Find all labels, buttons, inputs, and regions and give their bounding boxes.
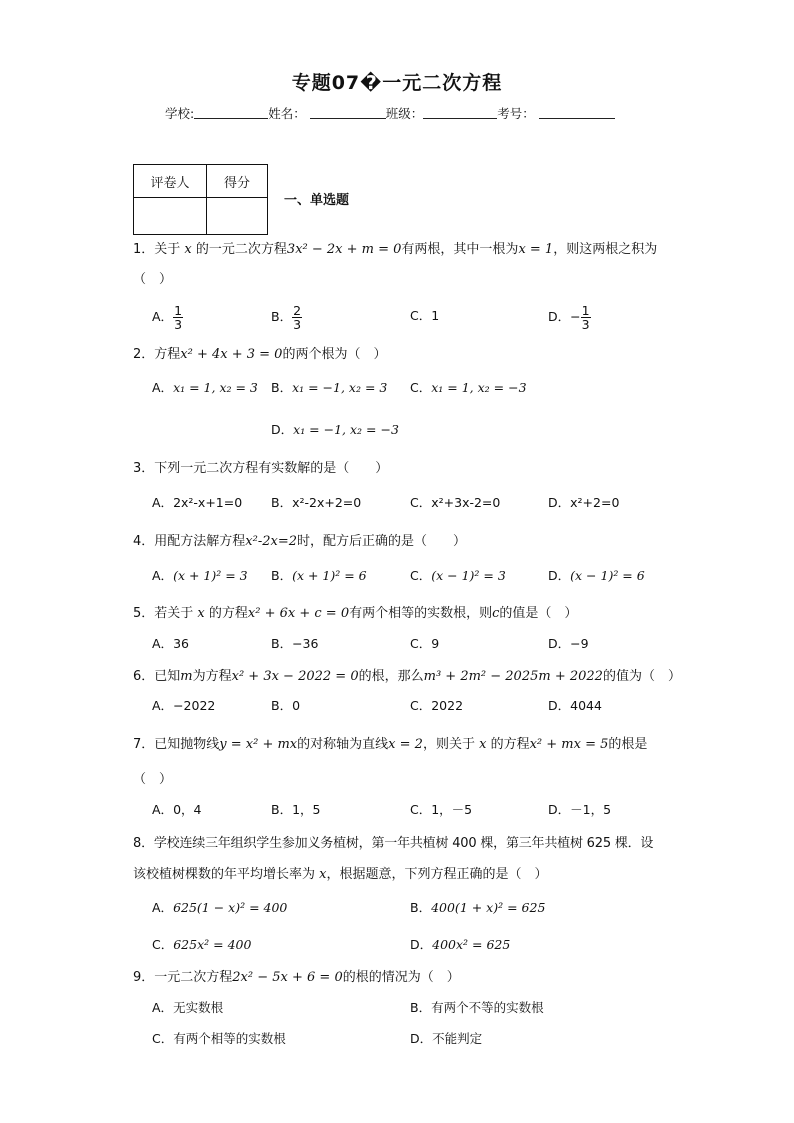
q1-opt-d-frac <box>581 304 591 331</box>
q8-opt-b-text: 400(1 + x)² = 625 <box>431 900 546 915</box>
q8-opt-a-label: A． <box>152 900 174 915</box>
q7-var: x <box>479 737 487 752</box>
q8-opt-c-label: C． <box>152 937 174 952</box>
q5-opt-c-text: 9 <box>431 636 440 651</box>
q1-var: x <box>184 242 192 257</box>
q1-option-b[interactable] <box>271 304 302 331</box>
q6-var: m <box>180 669 193 684</box>
frac-den: 3 <box>581 317 590 332</box>
q8-option-c[interactable] <box>152 935 251 953</box>
q1-opt-b-label: B． <box>271 309 293 324</box>
q7-opt-c-text: 1，－5 <box>431 802 473 817</box>
q2-opt-b-label: B． <box>271 380 293 395</box>
page-title: 专题07�一元二次方程 <box>291 72 503 94</box>
q1-text-d: ，则这两根之积为 <box>553 242 658 257</box>
q5-opt-a-text: 36 <box>173 636 189 651</box>
q4-opt-a-text: (x + 1)² = 3 <box>173 568 248 583</box>
q6-text-d: 的值为（ ） <box>602 669 681 684</box>
q5-opt-d-text: −9 <box>570 636 589 651</box>
q3-opt-d-text: x²+2=0 <box>570 495 620 510</box>
q8-text-a: 该校植树棵数的年平均增长率为 <box>133 867 316 882</box>
q3-option-c[interactable] <box>410 493 500 511</box>
q1-option-d[interactable] <box>548 304 591 331</box>
q9-option-b[interactable] <box>410 998 544 1016</box>
frac-den: 3 <box>174 317 183 332</box>
q7-option-b[interactable] <box>271 800 320 818</box>
q1-blank: （ ） <box>133 272 173 287</box>
q1-text-a: 1．关于 <box>133 242 181 257</box>
question-2-stem <box>133 343 386 362</box>
q6-option-a[interactable] <box>152 696 215 714</box>
q7-opt-d-label: D． <box>548 802 571 817</box>
q9-opt-a-label: A． <box>152 1000 174 1015</box>
frac-num: 1 <box>174 303 183 318</box>
q6-option-c[interactable] <box>410 696 463 714</box>
q5-option-b[interactable] <box>271 634 318 652</box>
q3-opt-b-label: B． <box>271 495 293 510</box>
class-blank[interactable] <box>423 106 497 119</box>
q9-opt-d-label: D． <box>410 1031 433 1046</box>
school-blank[interactable] <box>194 106 268 119</box>
q5-opt-b-text: −36 <box>292 636 319 651</box>
q5-text-b: 的方程 <box>208 606 248 621</box>
q2-opt-d-text: x₁ = −1, x₂ = −3 <box>293 422 399 437</box>
q9-opt-d-text: 不能判定 <box>432 1031 483 1046</box>
q4-text-b: 时，配方后正确的是（ ） <box>296 534 466 549</box>
q3-opt-d-label: D． <box>548 495 571 510</box>
question-6-stem <box>133 665 681 684</box>
q6-text-c: 的根，那么 <box>358 669 424 684</box>
q8-opt-d-label: D． <box>410 937 433 952</box>
q7-opt-a-label: A． <box>152 802 174 817</box>
q1-opt-a-label: A． <box>152 309 174 324</box>
q1-opt-b-frac <box>292 304 302 331</box>
q7-opt-b-text: 1，5 <box>292 802 321 817</box>
q6-opt-a-text: −2022 <box>173 698 216 713</box>
q5-text-a: 5．若关于 <box>133 606 194 621</box>
q5-var: x <box>197 606 205 621</box>
q9-option-c[interactable] <box>152 1029 286 1047</box>
q5-option-a[interactable] <box>152 634 189 652</box>
q8-opt-b-label: B． <box>410 900 432 915</box>
q8-option-b[interactable] <box>410 898 545 916</box>
q9-opt-a-text: 无实数根 <box>173 1000 224 1015</box>
q7-text-e: 的根是 <box>608 737 648 752</box>
q2-text-b: 的两个根为（ ） <box>282 347 387 362</box>
q7-opt-b-label: B． <box>271 802 293 817</box>
q2-option-d[interactable] <box>271 420 399 438</box>
q7-opt-a-text: 0，4 <box>173 802 202 817</box>
q7-equation-2: x = 2 <box>388 737 423 752</box>
q4-opt-b-text: (x + 1)² = 6 <box>292 568 367 583</box>
q7-text-d: 的方程 <box>490 737 530 752</box>
q4-text-a: 4．用配方法解方程 <box>133 534 246 549</box>
section-title: 一、单选题 <box>284 193 350 208</box>
q9-opt-c-text: 有两个相等的实数根 <box>173 1031 286 1046</box>
q8-text-b: ，根据题意，下列方程正确的是（ ） <box>326 867 548 882</box>
q1-option-a[interactable] <box>152 304 183 331</box>
q1-equation: 3x² − 2x + m = 0 <box>286 242 402 257</box>
q1-text-c: 有两根，其中一根为 <box>401 242 519 257</box>
q4-opt-c-label: C． <box>410 568 432 583</box>
q9-opt-b-label: B． <box>410 1000 432 1015</box>
q3-opt-b-text: x²-2x+2=0 <box>292 495 362 510</box>
q4-opt-d-text: (x − 1)² = 6 <box>570 568 645 583</box>
q9-text-b: 的根的情况为（ ） <box>342 970 460 985</box>
frac-den: 3 <box>293 317 302 332</box>
exam-no-label: 考号： <box>497 106 535 121</box>
q1-option-c[interactable] <box>410 306 439 324</box>
q9-equation: 2x² − 5x + 6 = 0 <box>232 970 343 985</box>
q2-opt-c-text: x₁ = 1, x₂ = −3 <box>431 380 527 395</box>
q4-opt-c-text: (x − 1)² = 3 <box>431 568 506 583</box>
q8-option-a[interactable] <box>152 898 287 916</box>
score-header: 得分 <box>207 165 268 198</box>
question-1-stem <box>133 238 657 257</box>
q9-option-a[interactable] <box>152 998 223 1016</box>
q7-option-d[interactable] <box>548 800 611 818</box>
q4-opt-b-label: B． <box>271 568 293 583</box>
q6-option-b[interactable] <box>271 696 300 714</box>
score-cell[interactable] <box>207 198 268 235</box>
q1-opt-d-label: D． <box>548 309 571 324</box>
q5-equation: x² + 6x + c = 0 <box>247 606 350 621</box>
q1-opt-d-sign: − <box>570 309 581 324</box>
question-8-line-1: 8．学校连续三年组织学生参加义务植树，第一年共植树 400 棵，第三年共植树 625 棵．设 <box>133 836 654 851</box>
q7-option-c[interactable] <box>410 800 472 818</box>
q7-option-a[interactable] <box>152 800 201 818</box>
question-4-stem <box>133 530 466 549</box>
q6-opt-d-label: D． <box>548 698 571 713</box>
q8-opt-d-text: 400x² = 625 <box>432 937 511 952</box>
q5-opt-c-label: C． <box>410 636 432 651</box>
q4-option-a[interactable] <box>152 566 248 584</box>
name-label: 姓名： <box>268 106 306 121</box>
q3-opt-a-label: A． <box>152 495 174 510</box>
grader-cell[interactable] <box>134 198 207 235</box>
q6-opt-b-text: 0 <box>292 698 301 713</box>
q4-option-d[interactable] <box>548 566 645 584</box>
q7-text-c: ，则关于 <box>422 737 475 752</box>
q5-text-d: 的值是（ ） <box>499 606 578 621</box>
q5-opt-b-label: B． <box>271 636 293 651</box>
q1-equation-2: x = 1 <box>518 242 554 257</box>
q2-option-a[interactable] <box>152 378 258 396</box>
q8-opt-c-text: 625x² = 400 <box>173 937 252 952</box>
q7-text-b: 的对称轴为直线 <box>297 737 389 752</box>
question-3-stem: 3．下列一元二次方程有实数解的是（ ） <box>133 461 389 476</box>
q7-blank: （ ） <box>133 772 173 787</box>
q9-text-a: 9．一元二次方程 <box>133 970 233 985</box>
q2-equation: x² + 4x + 3 = 0 <box>180 347 283 362</box>
q2-opt-a-text: x₁ = 1, x₂ = 3 <box>173 380 258 395</box>
q6-option-d[interactable] <box>548 696 602 714</box>
q6-opt-d-text: 4044 <box>570 698 602 713</box>
q6-text-b: 为方程 <box>192 669 232 684</box>
question-8-line-2 <box>133 863 548 882</box>
q7-text-a: 7．已知抛物线 <box>133 737 220 752</box>
q5-opt-a-label: A． <box>152 636 174 651</box>
q8-opt-a-text: 625(1 − x)² = 400 <box>173 900 288 915</box>
q2-option-b[interactable] <box>271 378 387 396</box>
q6-opt-a-label: A． <box>152 698 174 713</box>
question-5-stem <box>133 602 577 621</box>
q6-opt-c-label: C． <box>410 698 432 713</box>
q5-var-2: c <box>492 606 500 621</box>
q4-equation: x²-2x=2 <box>245 534 297 549</box>
q4-opt-d-label: D． <box>548 568 571 583</box>
exam-no-blank[interactable] <box>539 106 615 119</box>
q2-opt-b-text: x₁ = −1, x₂ = 3 <box>292 380 388 395</box>
q4-option-c[interactable] <box>410 566 506 584</box>
q2-opt-a-label: A． <box>152 380 174 395</box>
q6-equation-2: m³ + 2m² − 2025m + 2022 <box>423 669 603 684</box>
frac-num: 2 <box>293 303 302 318</box>
q8-var: x <box>319 867 327 882</box>
q6-opt-b-label: B． <box>271 698 293 713</box>
q8-option-d[interactable] <box>410 935 510 953</box>
q3-opt-a-text: 2x²-x+1=0 <box>173 495 243 510</box>
name-blank[interactable] <box>310 106 386 119</box>
q7-opt-d-text: －1，5 <box>570 802 612 817</box>
q4-option-b[interactable] <box>271 566 367 584</box>
q7-equation: y = x² + mx <box>219 737 298 752</box>
q3-option-d[interactable] <box>548 493 619 511</box>
q4-opt-a-label: A． <box>152 568 174 583</box>
q3-opt-c-text: x²+3x-2=0 <box>431 495 501 510</box>
grader-header: 评卷人 <box>134 165 207 198</box>
q1-opt-c-text: 1 <box>431 308 440 323</box>
q3-option-a[interactable] <box>152 493 242 511</box>
q7-opt-c-label: C． <box>410 802 432 817</box>
q3-opt-c-label: C． <box>410 495 432 510</box>
score-table <box>133 164 268 235</box>
q2-option-c[interactable] <box>410 378 527 396</box>
q9-option-d[interactable] <box>410 1029 482 1047</box>
q9-opt-b-text: 有两个不等的实数根 <box>431 1000 544 1015</box>
q2-text-a: 2．方程 <box>133 347 181 362</box>
class-label: 班级： <box>385 106 424 121</box>
q7-equation-3: x² + mx = 5 <box>529 737 609 752</box>
q9-opt-c-label: C． <box>152 1031 174 1046</box>
q5-option-d[interactable] <box>548 634 589 652</box>
q5-opt-d-label: D． <box>548 636 571 651</box>
q5-text-c: 有两个相等的实数根，则 <box>349 606 493 621</box>
q5-option-c[interactable] <box>410 634 439 652</box>
q1-opt-a-frac <box>173 304 183 331</box>
school-label: 学校: <box>165 106 195 121</box>
q1-text-b: 的一元二次方程 <box>195 242 287 257</box>
q2-opt-c-label: C． <box>410 380 432 395</box>
question-7-stem <box>133 733 647 752</box>
student-info-line <box>165 104 615 122</box>
question-9-stem <box>133 966 460 985</box>
q6-equation: x² + 3x − 2022 = 0 <box>231 669 359 684</box>
q6-opt-c-text: 2022 <box>431 698 464 713</box>
q1-opt-c-label: C． <box>410 308 432 323</box>
q2-opt-d-label: D． <box>271 422 294 437</box>
q6-text-a: 6．已知 <box>133 669 181 684</box>
q3-option-b[interactable] <box>271 493 361 511</box>
frac-num: 1 <box>581 303 590 318</box>
